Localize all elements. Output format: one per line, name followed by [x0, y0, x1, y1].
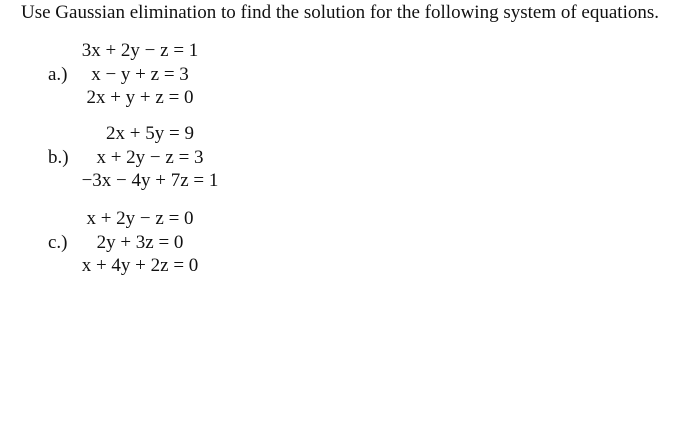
instruction-text: Use Gaussian elimination to find the solution for the following system of equations. — [21, 2, 659, 23]
problem-c-equation-2: 2y + 3z = 0 — [96, 232, 184, 253]
problem-b-equation-2: x + 2y − z = 3 — [96, 147, 204, 168]
problem-a-equation-2: x − y + z = 3 — [91, 64, 189, 85]
problem-c-equation-3: x + 4y + 2z = 0 — [81, 255, 199, 276]
problem-b-equation-3: −3x − 4y + 7z = 1 — [81, 170, 219, 191]
problem-a-equation-3: 2x + y + z = 0 — [86, 87, 194, 108]
problem-b-equation-1: 2x + 5y = 9 — [106, 123, 194, 144]
problem-c-equation-1: x + 2y − z = 0 — [86, 208, 194, 229]
problem-a-equation-1: 3x + 2y − z = 1 — [81, 40, 199, 61]
problem-b-label: b.) — [48, 147, 69, 168]
problem-a-label: a.) — [48, 64, 68, 85]
problem-c-label: c.) — [48, 232, 68, 253]
